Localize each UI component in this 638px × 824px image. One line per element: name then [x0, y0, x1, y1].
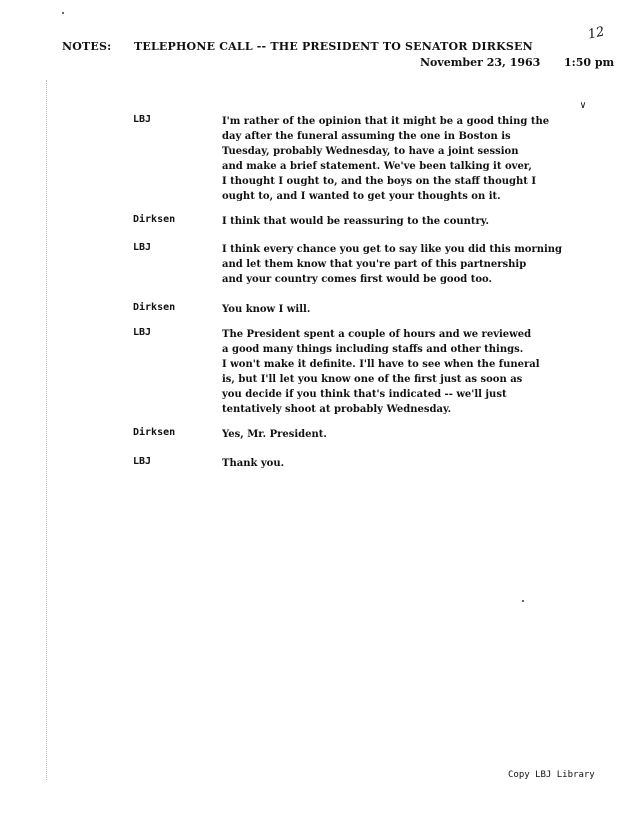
speech-line: I think that would be reassuring to the country. [222, 216, 489, 227]
notes-label: NOTES: [62, 40, 112, 53]
speech-line: Tuesday, probably Wednesday, to have a joint session [222, 146, 519, 157]
speech-line: I won't make it definite. I'll have to see when the funeral [222, 359, 540, 370]
speech-line: I'm rather of the opinion that it might be a good thing the [222, 116, 550, 127]
stray-mark [522, 600, 524, 602]
speech-line: and make a brief statement. We've been talking it over, [222, 161, 532, 172]
speech-text [222, 427, 602, 442]
speech-text [222, 302, 602, 317]
speech-line: and your country comes first would be good too. [222, 274, 493, 285]
speaker-name: LBJ [133, 242, 152, 253]
call-time: 1:50 pm [564, 56, 615, 69]
speech-line: you decide if you think that's indicated -- we'll just [222, 389, 507, 400]
speech-text [222, 242, 602, 287]
speech-line: The President spent a couple of hours and we reviewed [222, 329, 532, 340]
speech-text [222, 214, 602, 229]
speech-line: Yes, Mr. President. [222, 429, 327, 440]
speech-line: I think every chance you get to say like you did this morning [222, 244, 563, 255]
speech-line: a good many things including staffs and other things. [222, 344, 524, 355]
binding-edge [46, 80, 47, 780]
speech-line: day after the funeral assuming the one in Boston is [222, 131, 511, 142]
speaker-name: LBJ [133, 327, 152, 338]
speech-line: I thought I ought to, and the boys on the staff thought I [222, 176, 537, 187]
speaker-name: Dirksen [133, 302, 176, 313]
speaker-name: Dirksen [133, 427, 176, 438]
check-mark-icon: ∨ [580, 100, 587, 111]
document-title: TELEPHONE CALL -- THE PRESIDENT TO SENATOR DIRKSEN [134, 40, 533, 53]
speech-text [222, 327, 602, 417]
speech-line: and let them know that you're part of this partnership [222, 259, 527, 270]
call-date: November 23, 1963 [420, 56, 541, 69]
copy-notice: Copy LBJ Library [508, 770, 595, 780]
stray-mark [62, 12, 64, 14]
speech-line: tentatively shoot at probably Wednesday. [222, 404, 452, 415]
speech-line: Thank you. [222, 458, 285, 469]
speaker-name: Dirksen [133, 214, 176, 225]
speaker-name: LBJ [133, 114, 152, 125]
speech-text [222, 114, 602, 204]
speech-line: You know I will. [222, 304, 311, 315]
speaker-name: LBJ [133, 456, 152, 467]
speech-line: ought to, and I wanted to get your thoughts on it. [222, 191, 501, 202]
speech-text [222, 456, 602, 471]
speech-line: is, but I'll let you know one of the first just as soon as [222, 374, 523, 385]
page-number: 12 [586, 24, 606, 43]
